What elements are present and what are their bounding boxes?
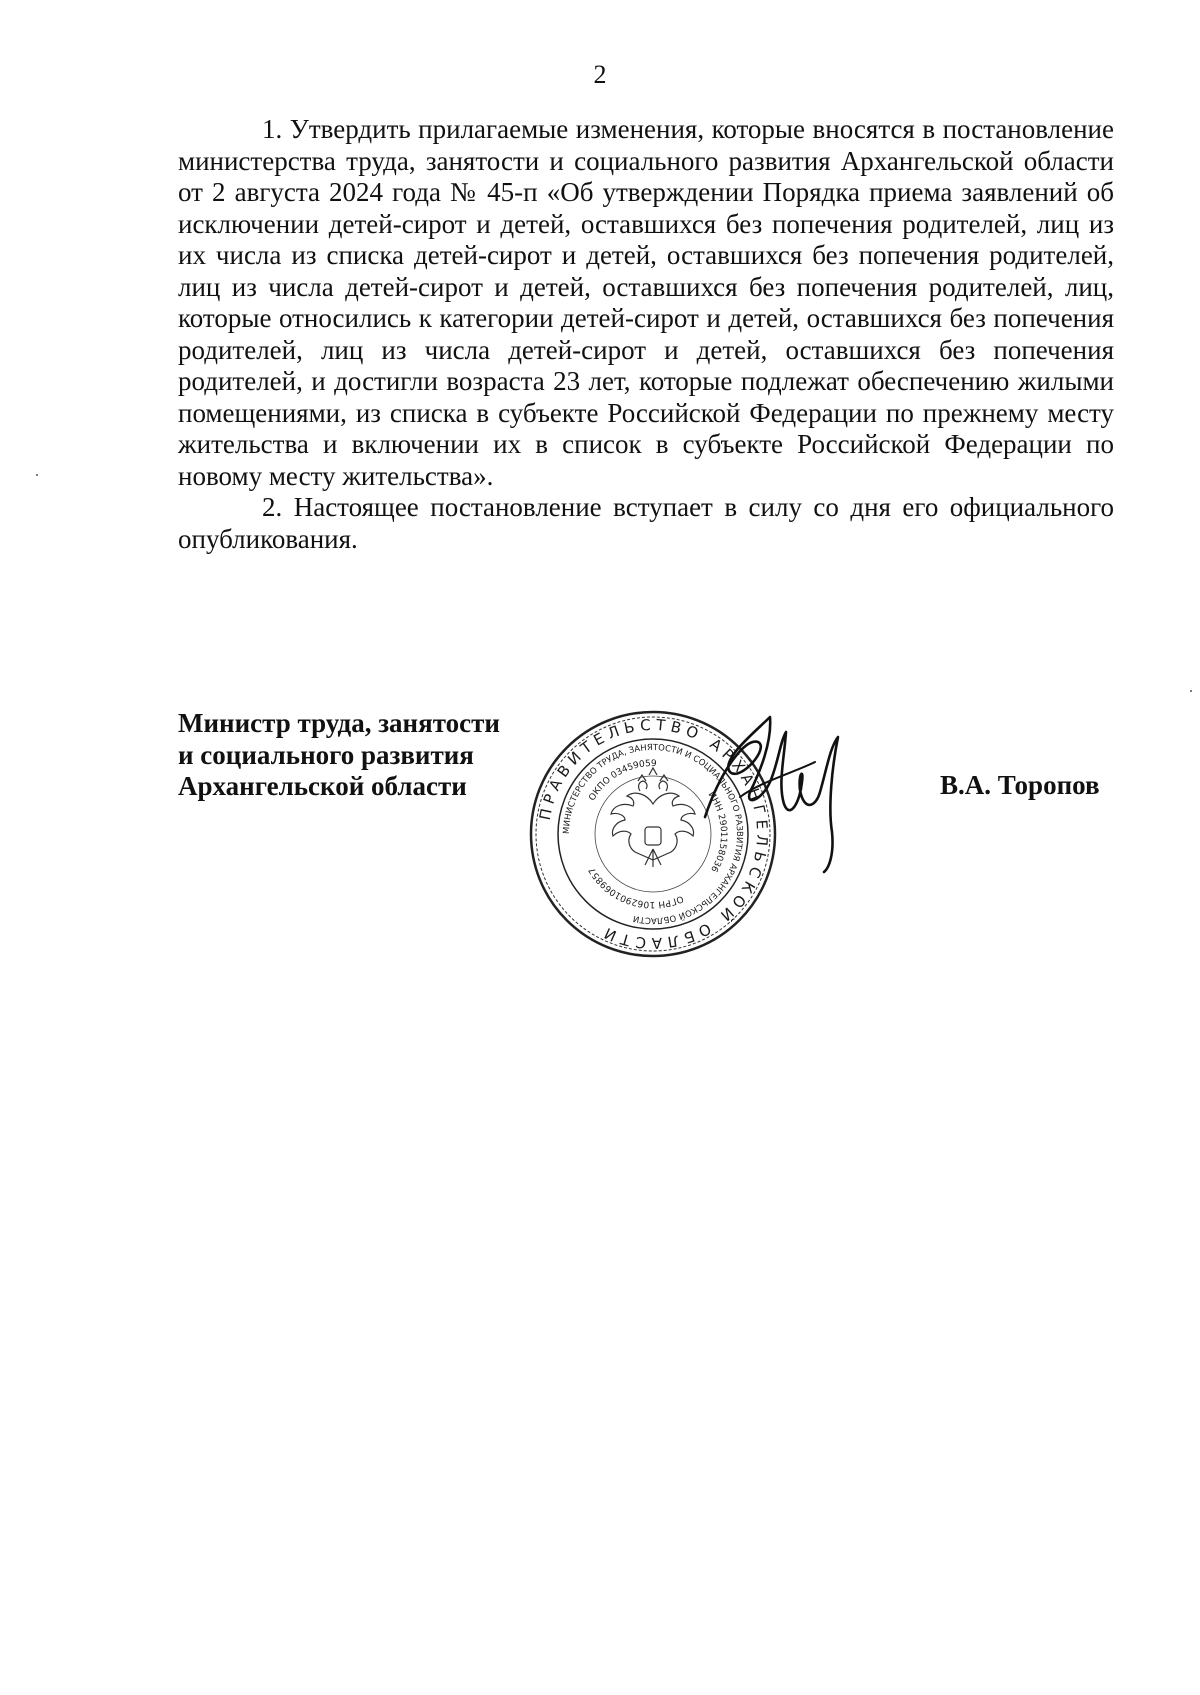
paragraph-2: 2. Настоящее постановление вступает в силу со дня его официального опубликования.: [178, 492, 1114, 554]
eagle-emblem-icon: [611, 768, 695, 867]
seal-inn-text: ИНН 2901158036: [705, 790, 729, 874]
paragraph-1: 1. Утвердить прилагаемые изменения, которые вносятся в постановление министерства труда, занятости и социального развития Архангельской области от 2 августа 2024 года № 45-п «Об утверждении Порядка приема заявлений об исключении детей-сирот и детей, оставшихся без попечения родителей, лиц из их числа из списка детей-сирот и детей, оставшихся без попечения родителей, лиц из числа детей-сирот и детей, оставшихся без попечения родителей, лиц, которые относились к категории детей-сирот и детей, оставшихся без попечения родителей, лиц из числа детей-сирот и детей, оставшихся без попечения родителей, и достигли возраста 23 лет, которые подлежат обеспечению жилыми помещениями, из списка в субъекте Российской Федерации по прежнему месту жительства и включении их в список в субъекте Российской Федерации по новому месту жительства».: [178, 114, 1114, 491]
page-number: 2: [593, 60, 607, 89]
signatory-name: В.А. Торопов: [940, 770, 1100, 800]
signatory-title: [178, 708, 500, 803]
signatory-title-line: Архангельской области: [178, 771, 467, 801]
seal-inner-text: МИНИСТЕРСТВО ТРУДА, ЗАНЯТОСТИ И СОЦИАЛЬНОГО РАЗВИТИЯ АРХАНГЕЛЬСКОЙ ОБЛАСТИ: [561, 742, 745, 926]
scan-speck: [36, 474, 38, 476]
document-body: [178, 114, 1114, 555]
seal-ogrn-text: ОГРН 1062901069857: [587, 865, 685, 910]
seal-outer-text: ПРАВИТЕЛЬСТВО АРХАНГЕЛЬСКОЙ ОБЛАСТИ: [535, 715, 772, 953]
signatory-title-line: Министр труда, занятости: [178, 708, 500, 738]
seal-registration-text: ОКПО 03459059: [587, 758, 657, 803]
handwritten-signature-icon: [700, 712, 850, 882]
signatory-title-line: и социального развития: [178, 739, 474, 770]
scan-speck: [1190, 690, 1192, 692]
